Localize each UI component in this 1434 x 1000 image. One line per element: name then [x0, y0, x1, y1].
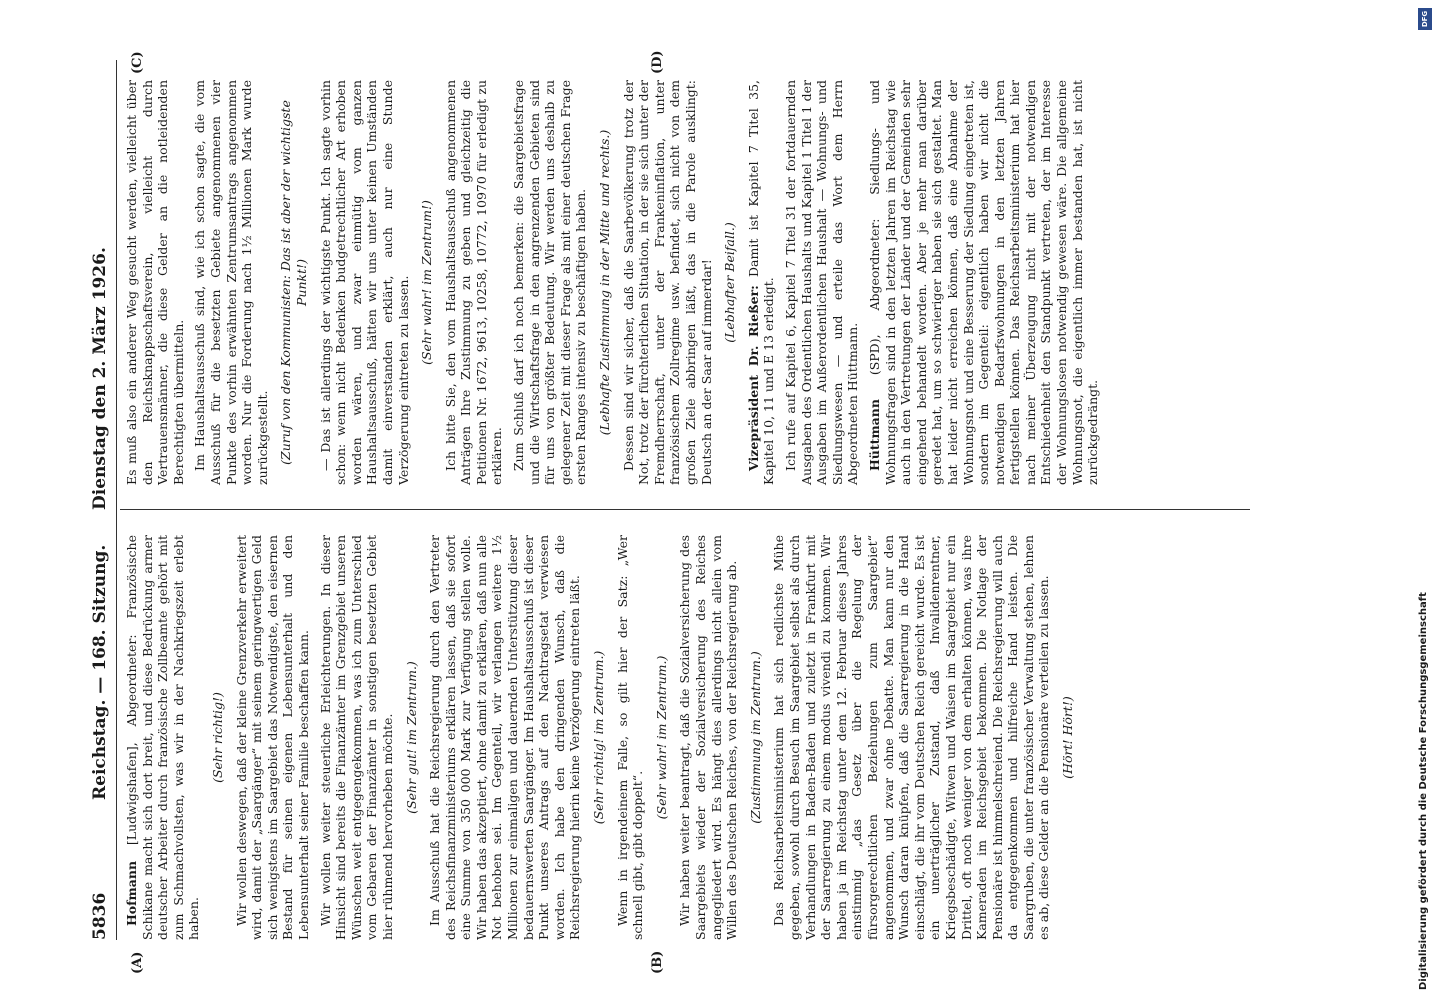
dfg-logo-label: DFG: [1421, 10, 1429, 28]
speaker-name: Hüttmann: [866, 399, 882, 471]
paragraph-text: Das Reichsarbeitsministerium hat sich redlichste Mühe gegeben, sowohl durch Besuch im Saargebiet selbst als durch Verhandlungen in Baden-Baden und zuletzt in Frankfurt mit der Saarregierung zu einem modus vivendi zu kommen. Wir haben ja im Reichstag unter dem 12. Februar dieses Jahres einstimmig „das Gesetz über die Regelung der fürsorgerechtlichen Beziehungen zum Saargebiet“ angenommen, und zwar ohne Debatte. Man kann nur den Wunsch daran knüpfen, daß die Saarregierung in die Hand einschlägt, die ihr vom Deutschen Reich gereicht wurde. Es ist ein unerträglicher Zustand, daß Invalidenrentner, Kriegsbeschädigte, Witwen und Waisen im Saargebiet nur ein Drittel, oft noch weniger von dem erhalten können, was ihre Kameraden im Reichsgebiet bekommen. Die Notlage der Pensionäre ist himmelschreiend. Die Reichsregierung will auch da entgegenkommen und hilfreiche Hand leisten. Die Saargruben, die unter französischer Verwaltung stehen, lehnen es ab, diese Gelder an die Pensionäre verteilen zu lassen.: [771, 535, 1052, 940]
paragraph-text: Damit ist Kapitel 7 Titel 35, Kapitel 10, 11 und E 13 erledigt.: [745, 80, 777, 485]
paragraph: [615, 535, 646, 940]
left-column: [124, 535, 1084, 940]
paragraph: [124, 535, 202, 940]
paragraph: [124, 80, 186, 485]
margin-marker-a: (A): [130, 951, 145, 974]
paragraph-text: Wenn in irgendeinem Falle, so gilt hier der Satz: „Wer schnell gibt, gibt doppelt“.: [614, 535, 646, 940]
interjection: [722, 80, 738, 485]
paragraph-text: (Lebhafter Beifall.): [722, 222, 738, 343]
paragraph-text: (SPD), Abgeordneter: Siedlungs- und Wohnungsfragen sind in den letzten Jahren im Reichstag wie auch in den Vertretungen der Länder und der Gemeinden sehr eingehend behandelt worden. Aber je mehr man darüber geredet hat, um so schwieriger haben sie sich gestaltet. Man hat leider nicht erreichen können, daß eine Abnahme der Wohnungsnot und eine Besserung der Siedlung eingetreten ist, sondern im Gegenteil: eigentlich haben wir nicht die notwendigen Bedarfswohnungen in den letzten Jahren fertigstellen können. Das Reichsarbeitsministerium hat hier nach meiner Überzeugung nicht mit der notwendigen Entschiedenheit den Standpunkt vertreten, der im Interesse der Wohnungslosen notwendig gewesen wäre. Die allgemeine Wohnungsnot, die eigentlich immer bestanden hat, ist nicht zurückgedrängt.: [866, 80, 1101, 485]
paragraph-text: Ich bitte Sie, den vom Haushaltsausschuß angenommenen Anträgen Ihre Zustimmung zu geben und gleichzeitig die Petitionen Nr. 1672, 9613, 10258, 10772, 10970 für erledigt zu erklären.: [442, 80, 505, 485]
interjection: [1060, 535, 1076, 940]
paragraph-text: Wir wollen weiter steuerliche Erleichterungen. In dieser Hinsicht sind bereits die Finanzämter im Grenzgebiet unseren Wünschen weit entgegengekommen, was ich zum Unterschied vom Gebaren der Finanzämter in sonstigen besetzten Gebiet hier rühmend hervorheben möchte.: [317, 535, 395, 940]
paragraph-text: (Zuruf von den Kommunisten: Das ist aber der wichtigste Punkt!): [278, 100, 309, 465]
paragraph-text: (Lebhafte Zustimmung in der Mitte und rechts.): [597, 129, 613, 436]
paragraph-text: Im Haushaltsausschuß sind, wie ich schon sagte, die vom Ausschuß für die besetzten Gebiete angenommenen vier Punkte des vorhin erwähnten Zentrumsantrags angenommen worden. Nur die Forderung nach 1½ Millionen Mark wurde zurückgestellt.: [192, 80, 270, 485]
margin-marker-b: (B): [650, 950, 665, 974]
column-divider: [120, 509, 1250, 510]
paragraph: [511, 80, 589, 485]
paragraph: [621, 80, 715, 485]
paragraph-text: Im Ausschuß hat die Reichsregierung durch den Vertreter des Reichsfinanzministeriums erklären lassen, daß sie sofort eine Summe von 350 000 Mark zur Verfügung stellen wolle. Wir haben das akzeptiert, ohne damit zu erklären, daß nun alle Not behoben sei. Im Gegenteil, wir verlangen weitere 1½ Millionen zur einmaligen und dauernden Unterstützung dieser bedauernswerten Saargänger. Im Haushaltsausschuß ist dieser Punkt unseres Antrags auf den Nachtragsetat verwiesen worden. Ich habe den dringenden Wunsch, daß die Reichsregierung hierin keine Verzögerung eintreten läßt.: [427, 535, 583, 940]
paragraph: [234, 535, 312, 940]
paragraph-text: Ich rufe auf Kapitel 6, Kapitel 7 Titel 31 der fortdauernden Ausgaben des Ordentlichen Haushalts und Kapitel 1 Titel 1 der Ausgaben im Außerordentlichen Haushalt — Wohnungs- und Siedlungswesen — und erteile das Wort dem Herrn Abgeordneten Hüttmann.: [782, 80, 861, 485]
interjection: [278, 80, 309, 485]
session-date: Dienstag den 2. März 1926.: [90, 247, 110, 510]
interjection: [404, 535, 420, 940]
paragraph: [318, 80, 412, 485]
interjection: [419, 80, 435, 485]
paragraph-text: (Sehr wahr! im Zentrum.): [653, 655, 669, 820]
paragraph-text: Wir haben weiter beantragt, daß die Sozialversicherung des Saargebiets wieder der Sozialversicherung des Reiches angegliedert wird. Es hängt dies allerdings nicht allein vom Willen des Deutschen Reiches, von der Reichsregierung ab.: [677, 535, 740, 940]
paragraph: [427, 535, 583, 940]
paragraph: [783, 80, 861, 485]
paragraph-text: [Ludwigshafen], Abgeordneter: Französische Schikane macht sich dort breit, und diese Bedrückung armer deutscher Arbeiter durch französische Zollbeamte gehört mit zum Schmachvollsten, was wir in der Nachkriegszeit erlebt haben.: [124, 535, 202, 940]
paragraph: [867, 80, 1101, 485]
running-header: [90, 60, 116, 940]
paragraph-text: Dessen sind wir sicher, daß die Saarbevölkerung trotz der Not, trotz der fürchterlichen Situation, in der sie sich unter der Fremdherrschaft, unter der Frankeninflation, unter französischem Zollregime usw. befindet, sich nicht von dem großen Ziele abbringen läßt, das in die Parole ausklingt: Deutsch an der Saar auf immerdar!: [620, 80, 714, 485]
interjection: [654, 535, 670, 940]
interjection: [597, 80, 613, 485]
paragraph-text: Wir wollen deswegen, daß der kleine Grenzverkehr erweitert wird, damit der „Saargänger“ mit seinem geringwertigen Geld sich wenigstens im Saargebiet das Notwendigste, den eisernen Bestand für seinen eigenen Lebensunterhalt und den Lebensunterhalt seiner Familie beschaffen kann.: [233, 535, 311, 940]
paragraph-text: Zum Schluß darf ich noch bemerken: die Saargebietsfrage und die Wirtschaftsfrage in den angrenzenden Gebieten sind für uns von größter Bedeutung. Wir werden uns deshalb zu gelegener Zeit mit dieser Frage als mit einer deutschen Frage ersten Ranges intensiv zu beschäftigen haben.: [511, 80, 589, 485]
paragraph: [318, 535, 396, 940]
margin-marker-d: (D): [650, 50, 665, 74]
interjection: [748, 535, 764, 940]
page-number: 5836: [90, 892, 110, 940]
paragraph: [677, 535, 739, 940]
header-rule: [116, 60, 117, 940]
paragraph: [746, 80, 777, 485]
speaker-name: Hofmann: [124, 860, 139, 926]
paragraph: [771, 535, 1052, 940]
margin-marker-c: (C): [130, 51, 145, 74]
paragraph-text: Es muß also ein anderer Weg gesucht werden, vielleicht über den Reichsknappschaftsverein, vielleicht durch Vertrauensmänner, die diese Gelder an die notleidenden Berechtigten übermitteln.: [124, 80, 186, 485]
paragraph: [443, 80, 505, 485]
paragraph-text: (Hört! Hört!): [1060, 696, 1076, 779]
speaker-name: Vizepräsident Dr. Rießer:: [745, 285, 761, 471]
paragraph-text: (Sehr gut! im Zentrum.): [403, 661, 419, 814]
paragraph-text: (Sehr richtig! im Zentrum.): [591, 650, 607, 825]
interjection: [591, 535, 607, 940]
right-column: [124, 80, 1107, 485]
paragraph-text: (Sehr richtig!): [209, 692, 225, 783]
session-title: Reichstag. — 168. Sitzung.: [90, 544, 110, 800]
digitization-credit: Digitalisierung gefördert durch die Deutsche Forschungsgemeinschaft: [1418, 592, 1429, 990]
paragraph-text: — Das ist allerdings der wichtigste Punkt. Ich sagte vorhin schon: wenn nicht Bedenken budgetrechtlicher Art erhoben worden wären, und zwar einmütig vom ganzen Haushaltsausschuß, hätten wir uns unter keinen Umständen damit einverstanden erklärt, auch nur eine Stunde Verzögerung eintreten zu lassen.: [317, 80, 411, 485]
paragraph: [192, 80, 270, 485]
interjection: [210, 535, 226, 940]
paragraph-text: (Zustimmung im Zentrum.): [747, 651, 763, 824]
paragraph-text: (Sehr wahr! im Zentrum!): [419, 200, 435, 365]
